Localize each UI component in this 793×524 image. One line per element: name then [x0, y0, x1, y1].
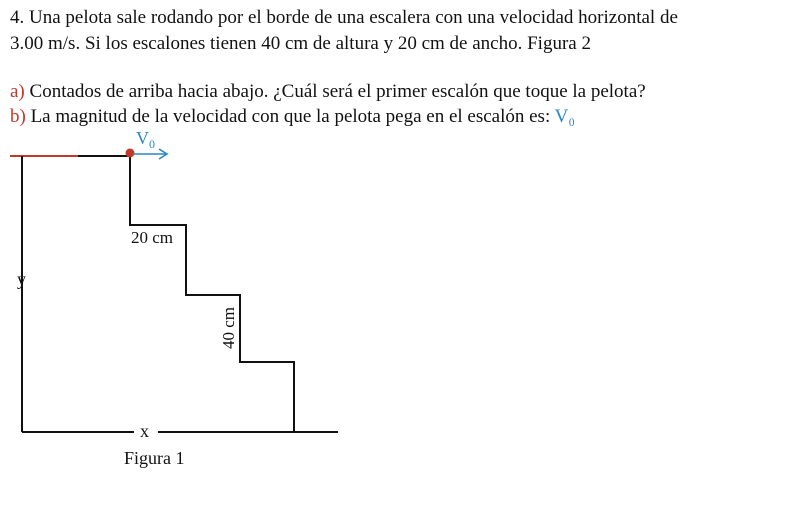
- y-label: y: [17, 269, 26, 289]
- v0-label-main: V: [136, 128, 149, 148]
- question-b-text: La magnitud de la velocidad con que la pelota pega en el escalón es:: [25, 106, 555, 127]
- question-a-text: Contados de arriba hacia abajo. ¿Cuál será el primer escalón que toque la pelota?: [24, 81, 646, 102]
- question-b-v0: V₀: [554, 106, 575, 127]
- staircase: [130, 153, 294, 432]
- problem-statement-line-2: 3.00 m/s. Si los escalones tienen 40 cm de altura y 20 cm de ancho. Figura 2: [10, 33, 591, 54]
- staircase-figure: [0, 120, 360, 480]
- x-label: x: [140, 421, 149, 441]
- step-width-label: 20 cm: [131, 228, 174, 247]
- v0-label-sub: 0: [149, 137, 155, 151]
- ball: [126, 149, 135, 158]
- step-height-label: 40 cm: [219, 306, 238, 349]
- v0-label: [136, 128, 155, 151]
- question-b-marker: b): [10, 106, 26, 127]
- question-a: [10, 81, 646, 103]
- question-a-marker: a): [10, 81, 25, 102]
- problem-statement-line-1: 4. Una pelota sale rodando por el borde de una escalera con una velocidad horizontal de: [10, 7, 678, 28]
- figure-caption: Figura 1: [124, 448, 185, 468]
